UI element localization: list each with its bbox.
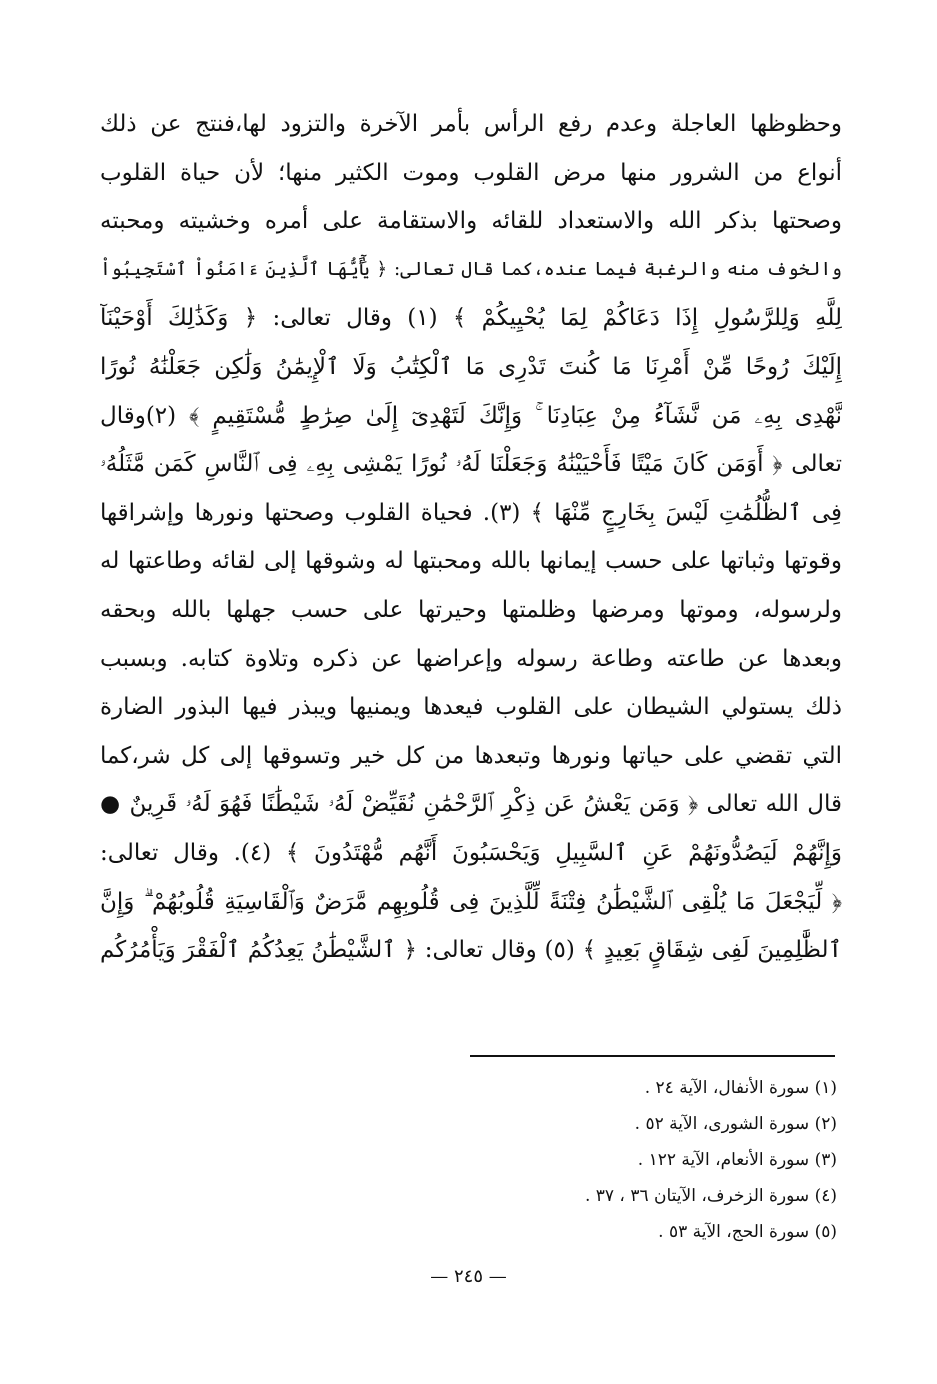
- text-line: ولرسوله، وموتها ومرضها وظلمتها وحيرتها على حسب جهلها بالله وبحقه: [100, 596, 842, 623]
- text-line: وحظوظها العاجلة وعدم رفع الرأس بأمر الآخرة والتزود لها،فنتج عن ذلك: [100, 111, 842, 137]
- footnote: (٤) سورة الزخرف، الآيتان ٣٦ ، ٣٧ .: [584, 1186, 837, 1206]
- footnote: (٥) سورة الحج، الآية ٥٣ .: [658, 1222, 837, 1242]
- text-line: والخوف منه والرغبة فيما عنده،كما قال تعالى: ﴿ يَٰٓأَيُّهَا ٱلَّذِينَ ءَامَنُواْ ٱسْتَجِيبُواْ: [100, 258, 842, 280]
- text-line: نَّهْدِى بِهِۦ مَن نَّشَآءُ مِنْ عِبَادِنَا ۚ وَإِنَّكَ لَتَهْدِىٓ إِلَىٰ صِرَٰطٍ مُّسْتَقِيمٍ ﴾ (٢)وقال: [100, 402, 842, 429]
- footnote: (٢) سورة الشورى، الآية ٥٢ .: [634, 1114, 837, 1134]
- footnote: (١) سورة الأنفال، الآية ٢٤ .: [644, 1078, 837, 1098]
- body-text: [100, 100, 842, 975]
- text-line: وصحتها بذكر الله والاستعداد للقائه والاستقامة على أمره وخشيته ومحبته: [100, 208, 842, 235]
- text-line: ٱلظَّٰلِمِينَ لَفِى شِقَاقٍ بَعِيدٍ ﴾ (٥) وقال تعالى: ﴿ ٱلشَّيْطَٰنُ يَعِدُكُمُ ٱلْفَقْرَ وَيَأْمُرُكُم: [100, 937, 842, 964]
- text-line: ذلك يستولي الشيطان على القلوب فيعدها ويمنيها ويبذر فيها البذور الضارة: [100, 694, 842, 721]
- text-line: وبعدها عن طاعته وطاعة رسوله وإعراضها عن ذكره وتلاوة كتابه. وبسبب: [100, 645, 842, 672]
- text-line: أنواع من الشرور منها مرض القلوب وموت الكثير منها؛ لأن حياة القلوب: [100, 159, 842, 186]
- footnotes: [417, 1070, 837, 1250]
- text-line: التي تقضي على حياتها ونورها وتبعدها من كل خير وتسوقها إلى كل شر،كما: [100, 742, 842, 769]
- text-line: إِلَيْكَ رُوحًا مِّنْ أَمْرِنَا مَا كُنتَ تَدْرِى مَا ٱلْكِتَٰبُ وَلَا ٱلْإِيمَٰنُ وَلَٰكِن جَعَلْنَٰهُ نُورًا: [100, 353, 842, 380]
- text-line: ﴿ لِّيَجْعَلَ مَا يُلْقِى ٱلشَّيْطَٰنُ فِتْنَةً لِّلَّذِينَ فِى قُلُوبِهِم مَّرَضٌ وَٱلْقَاسِيَةِ قُلُوبُهُمْ ۗ وَإِنَّ: [100, 888, 842, 915]
- footnote: (٣) سورة الأنعام، الآية ١٢٢ .: [637, 1150, 837, 1170]
- text-line: وَإِنَّهُمْ لَيَصُدُّونَهُمْ عَنِ ٱلسَّبِيلِ وَيَحْسَبُونَ أَنَّهُم مُّهْتَدُونَ ﴾ (٤). وقال تعالى:: [100, 839, 842, 866]
- page-number: — ٢٤٥ —: [430, 1266, 507, 1287]
- text-line: تعالى ﴿ أَوَمَن كَانَ مَيْتًا فَأَحْيَيْنَٰهُ وَجَعَلْنَا لَهُۥ نُورًا يَمْشِى بِهِۦ فِى ٱلنَّاسِ كَمَن مَّثَلُهُۥ: [100, 451, 842, 478]
- text-line: فِى ٱلظُّلُمَٰتِ لَيْسَ بِخَارِجٍ مِّنْهَا ﴾ (٣). فحياة القلوب وصحتها ونورها وإشراقها: [100, 499, 842, 526]
- text-line: قال الله تعالى ﴿ وَمَن يَعْشُ عَن ذِكْرِ ٱلرَّحْمَٰنِ نُقَيِّضْ لَهُۥ شَيْطَٰنًا فَهُوَ لَهُۥ قَرِينٌ ●: [100, 791, 842, 818]
- text-line: وقوتها وثباتها على حسب إيمانها بالله ومحبتها له وشوقها إلى لقائه وطاعتها له: [100, 548, 842, 575]
- text-line: لِلَّهِ وَلِلرَّسُولِ إِذَا دَعَاكُمْ لِمَا يُحْيِيكُمْ ﴾ (١) وقال تعالى: ﴿ وَكَذَٰلِكَ أَوْحَيْنَآ: [100, 305, 842, 332]
- footnote-separator: [470, 1055, 835, 1057]
